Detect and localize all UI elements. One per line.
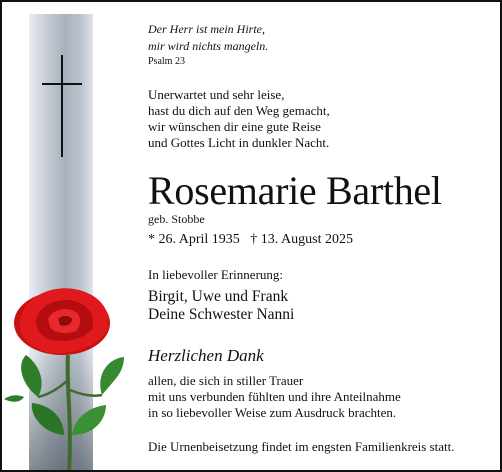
rose-icon — [2, 285, 132, 472]
psalm-line: mir wird nichts mangeln. — [148, 39, 269, 53]
poem-line: hast du dich auf den Weg gemacht, — [148, 103, 330, 118]
thanks-line: allen, die sich in stiller Trauer — [148, 373, 304, 388]
psalm-line: Der Herr ist mein Hirte, — [148, 22, 265, 36]
thanks-line: in so liebevoller Weise zum Ausdruck brachten. — [148, 405, 397, 420]
thanks-line: mit uns verbunden fühlten und ihre Anteilnahme — [148, 389, 401, 404]
thanks-heading: Herzlichen Dank — [148, 346, 264, 365]
birth-name: geb. Stobbe — [148, 212, 205, 226]
poem-line: und Gottes Licht in dunkler Nacht. — [148, 135, 330, 150]
cross-icon — [61, 55, 63, 157]
poem-line: wir wünschen dir eine gute Reise — [148, 119, 321, 134]
cross-icon-bar — [42, 83, 82, 85]
family-line: Deine Schwester Nanni — [148, 306, 295, 323]
poem-line: Unerwartet und sehr leise, — [148, 87, 285, 102]
psalm-reference: Psalm 23 — [148, 56, 185, 67]
life-dates: * 26. April 1935 † 13. August 2025 — [148, 232, 353, 247]
burial-notice: Die Urnenbeisetzung findet im engsten Familienkreis statt. — [148, 439, 455, 454]
deceased-name: Rosemarie Barthel — [148, 168, 442, 213]
memorial-intro: In liebevoller Erinnerung: — [148, 267, 284, 282]
family-line: Birgit, Uwe und Frank — [148, 288, 289, 305]
